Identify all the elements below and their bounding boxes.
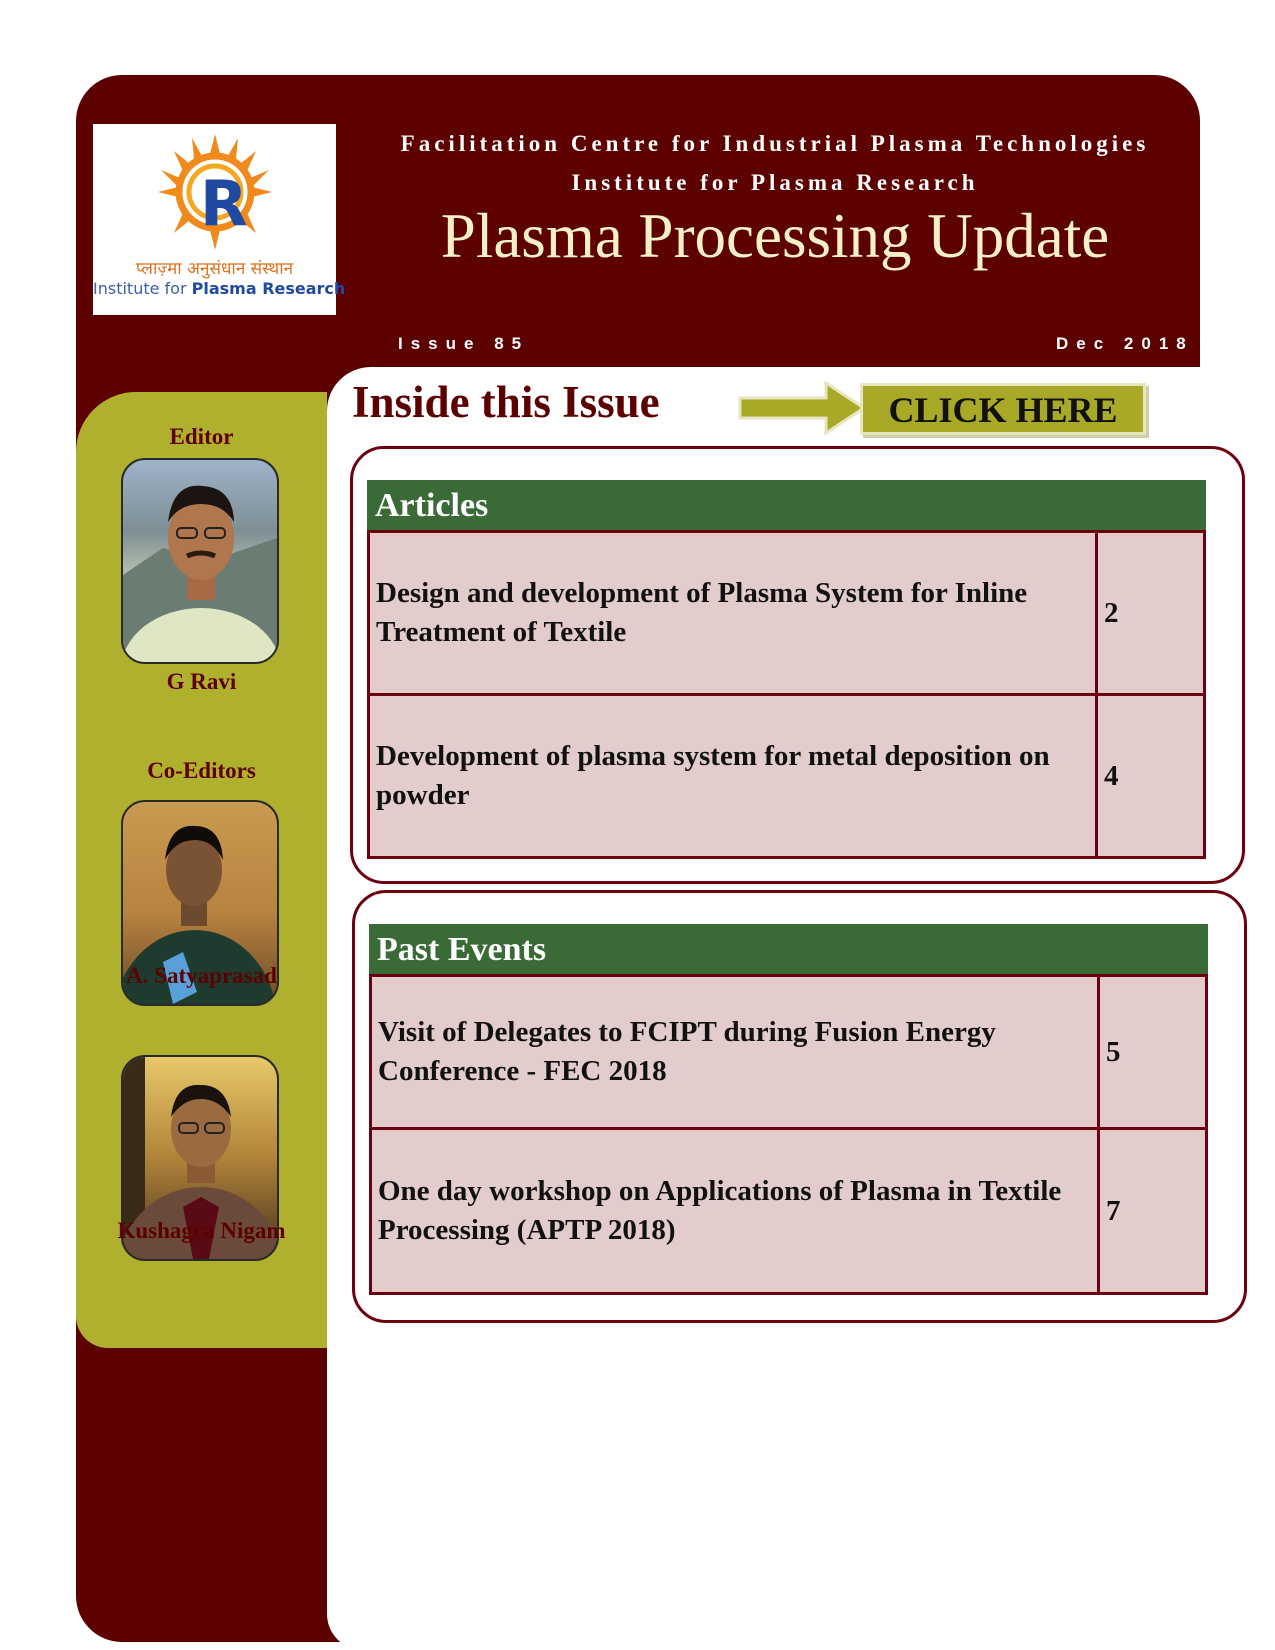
issue-number: Issue 85 <box>398 334 530 353</box>
table-row[interactable] <box>369 532 1205 695</box>
article-title[interactable]: Design and development of Plasma System for Inline Treatment of Textile <box>369 532 1097 695</box>
events-table <box>369 974 1208 1295</box>
editor-heading: Editor <box>169 424 234 449</box>
svg-text:R: R <box>200 167 248 240</box>
sun-logo-icon <box>156 132 274 257</box>
org-line-2: Institute for Plasma Research <box>571 170 979 195</box>
event-title[interactable]: Visit of Delegates to FCIPT during Fusion Energy Conference - FEC 2018 <box>371 976 1099 1129</box>
coeditor1-name: A. Satyaprasad <box>126 963 277 988</box>
logo-english-text <box>93 279 346 298</box>
logo-english-part2: Plasma Research <box>191 279 346 298</box>
logo-english-part1: Institute for <box>93 279 187 298</box>
articles-heading: Articles <box>367 480 1206 530</box>
events-panel <box>352 890 1247 1323</box>
newsletter-title: Plasma Processing Update <box>440 201 1110 271</box>
articles-table <box>367 530 1206 859</box>
articles-panel <box>350 446 1245 884</box>
issue-date: Dec 2018 <box>1056 334 1194 353</box>
event-title[interactable]: One day workshop on Applications of Plasma in Textile Processing (APTP 2018) <box>371 1129 1099 1294</box>
editor-sidebar <box>76 392 327 1348</box>
arrow-right-icon <box>738 380 868 440</box>
logo-hindi-text: प्लाज़्मा अनुसंधान संस्थान <box>135 259 294 279</box>
coeditor2-name: Kushagra Nigam <box>117 1218 286 1243</box>
table-row[interactable] <box>371 1129 1207 1294</box>
coeditors-heading: Co-Editors <box>147 758 256 783</box>
event-page: 7 <box>1099 1129 1207 1294</box>
editor-photo <box>121 458 279 664</box>
events-heading: Past Events <box>369 924 1208 974</box>
inside-heading: Inside this Issue <box>352 377 660 427</box>
table-row[interactable] <box>371 976 1207 1129</box>
article-title[interactable]: Development of plasma system for metal deposition on powder <box>369 695 1097 858</box>
org-line-1: Facilitation Centre for Industrial Plasma Technologies <box>400 131 1150 156</box>
editor-name: G Ravi <box>166 669 237 694</box>
article-page: 2 <box>1097 532 1205 695</box>
ipr-logo <box>93 124 346 315</box>
article-page: 4 <box>1097 695 1205 858</box>
table-row[interactable] <box>369 695 1205 858</box>
click-here-button[interactable]: CLICK HERE <box>860 383 1146 435</box>
event-page: 5 <box>1099 976 1207 1129</box>
